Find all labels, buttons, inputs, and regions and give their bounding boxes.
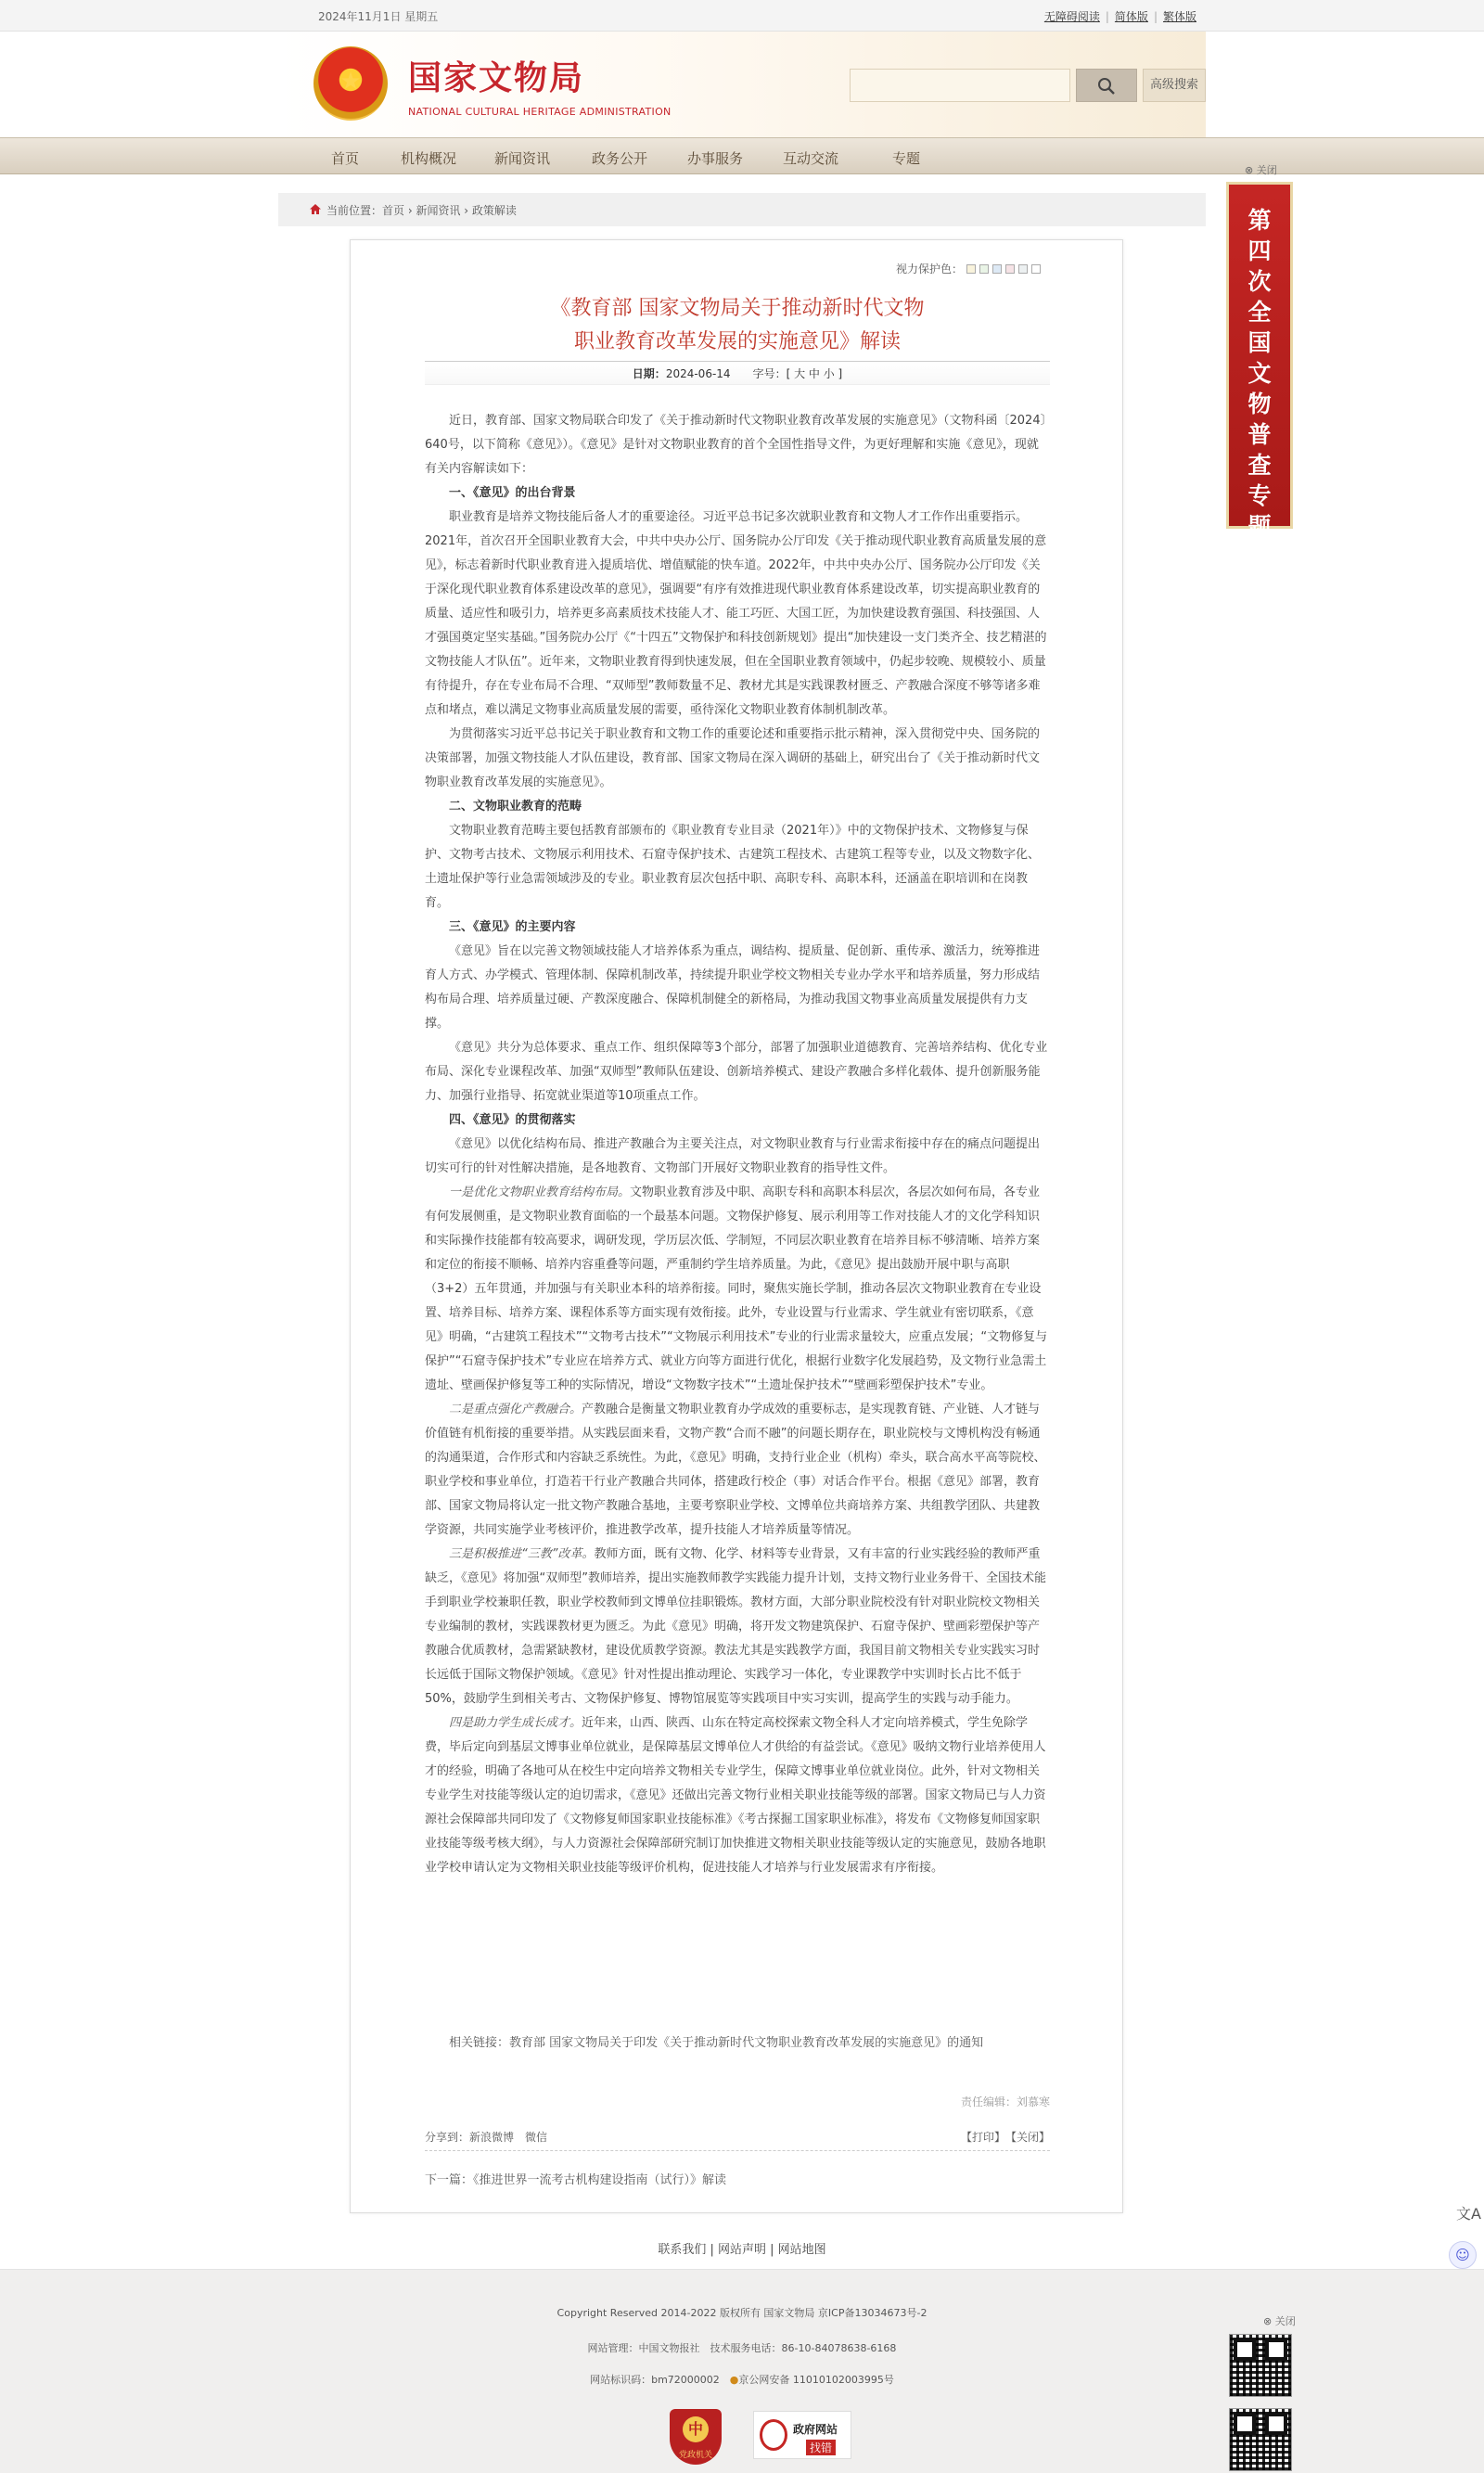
breadcrumb-label: 当前位置： (326, 204, 383, 217)
copyright: Copyright Reserved 2014-2022 版权所有 国家文物局 京ICP备13034673号-2 (556, 2307, 928, 2319)
qr-code-wechat[interactable] (1229, 2408, 1292, 2471)
contact-us-link[interactable]: 联系我们 (658, 2243, 707, 2257)
accessible-reading-link[interactable]: 无障碍阅读 (1043, 10, 1100, 23)
breadcrumb-policy[interactable]: 政策解读 (471, 204, 517, 217)
police-record-link[interactable]: 京公网安备 11010102003995号 (738, 2374, 894, 2386)
breadcrumb-home[interactable]: 首页 (382, 204, 405, 217)
next-article-link[interactable]: 《推进世界一流考古机构建设指南（试行）》解读 (473, 2173, 727, 2187)
eye-color-swatch[interactable] (992, 264, 1002, 274)
paragraph: 《意见》旨在以完善文物领域技能人才培养体系为重点，调结构、提质量、促创新、重传承、激活力，统筹推进育人方式、办学模式、管理体制、保障机制改革，持续提升职业学校文物相关专业办学水平和培养质量，努力形成结构布局合理、培养质量过硬、产教深度融合、保障机制健全的新格局，为推动我国文物事业高质量发展提供有力支撑。 (425, 944, 1041, 1031)
paragraph: 一是优化文物职业教育结构布局。文物职业教育涉及中职、高职专科和高职本科层次，各层次如何布局，各专业有何发展侧重，是文物职业教育面临的一个最基本问题。文物保护修复、展示利用等工作对技能人才的文化学科知识和实际操作技能都有较高要求，调研发现，学历层次低、学制短，不同层次职业教育在培养目标不够清晰、培养方案和定位的衔接不顺畅、培养内容重叠等问题，严重制约学生培养质量。为此，《意见》提出鼓励开展中职与高职（3+2）五年贯通，并加强与有关职业本科的培养衔接。同时，聚焦实施长学制，推动各层次文物职业教育在专业设置、培养目标、培养方案、课程体系等方面实现有效衔接。此外，专业设置与行业需求、学生就业有密切联系，《意见》明确，“古建筑工程技术”“文物考古技术”“文物展示利用技术”专业的行业需求量较大，应重点发展；“文物修复与保护”“石窟寺保护技术”专业应在培养方式、就业方向等方面进行优化，根据行业数字化发展趋势，及文物行业急需土遗址、壁画保护修复等工种的实际情况，增设“文物数字技术”“土遗址保护技术”“壁画彩塑保护技术”专业。 (425, 1185, 1048, 1392)
share-wechat[interactable]: 微信 (525, 2131, 548, 2144)
top-bar (0, 0, 1484, 32)
eye-color-swatch[interactable] (966, 264, 976, 274)
share-bar: 分享到：新浪微博 微信 【打印】 【关闭】 (425, 2123, 1050, 2151)
census-topic-banner[interactable] (1226, 182, 1293, 540)
paragraph: 《意见》以优化结构布局、推进产教融合为主要关注点，对文物职业教育与行业需求衔接中存在的痛点问题提出切实可行的针对性解决措施，是各地教育、文物部门开展好文物职业教育的指导性文件。 (425, 1137, 1041, 1175)
footer-links: 联系我们 | 网站声明 | 网站地图 (658, 2243, 826, 2257)
article-meta: 日期：2024-06-14 字号：[ 大 中 小 ] (425, 361, 1050, 385)
paragraph: 三是积极推进“三教”改革。教师方面，既有文物、化学、材料等专业背景，又有丰富的行业实践经验的教师严重缺乏，《意见》将加强“双师型”教师培养，提出实施教师教学实践能力提升计划，支持文物行业业务骨干、全国技术能手到职业学校兼职任教，职业学校教师到文博单位挂职锻炼。教材方面，大部分职业院校没有针对职业院校文物相关专业编制的教材，实践课教材更为匮乏。为此《意见》明确，将开发文物建筑保护、石窟寺保护、壁画彩塑保护等产教融合优质教材，急需紧缺教材，建设优质教学资源。教法尤其是实践教学方面，我国目前文物相关专业实践实习时长远低于国际文物保护领域。《意见》针对性提出推动理论、实践学习一体化，专业课教学中实训时长占比不低于50%，鼓励学生到相关考古、文物保护修复、博物馆展览等实践项目中实习实训，提高学生的实践与动手能力。 (425, 1547, 1046, 1706)
section-heading: 四、《意见》的贯彻落实 (449, 1113, 576, 1127)
paragraph: 文物职业教育范畴主要包括教育部颁布的《职业教育专业目录（2021年）》中的文物保护技术、文物修复与保护、文物考古技术、文物展示利用技术、石窟寺保护技术、古建筑工程技术、古建筑工程等专业，以及文物数字化、土遗址保护等行业急需领域涉及的专业。职业教育层次包括中职、高职专科、高职本科，还涵盖在职培训和在岗教育。 (425, 824, 1041, 910)
nav-interaction[interactable]: 互动交流 (783, 150, 839, 167)
national-emblem-logo[interactable]: ★ (313, 46, 388, 121)
related-link[interactable]: 相关链接：教育部 国家文物局关于印发《关于推动新时代文物职业教育改革发展的实施意见》的通知 (449, 2036, 984, 2050)
eye-color-swatch[interactable] (1031, 264, 1041, 274)
nav-topics[interactable]: 专题 (892, 150, 921, 167)
eye-color-swatch[interactable] (1005, 264, 1015, 274)
nav-about[interactable]: 机构概况 (401, 150, 457, 167)
magnifier-icon (760, 2419, 787, 2451)
site-name-english: NATIONAL CULTURAL HERITAGE ADMINISTRATION (408, 106, 672, 118)
paragraph: 《意见》共分为总体要求、重点工作、组织保障等3个部分，部署了加强职业道德教育、完善培养结构、优化专业布局、深化专业课程改革、加强“双师型”教师队伍建设、创新培养模式、建设产教融合多样化载体、提升创新服务能力、加强行业指导、拓宽就业渠道等10项重点工作。 (425, 1041, 1048, 1103)
breadcrumb: 当前位置：首页 › 新闻资讯 › 政策解读 (278, 193, 1206, 226)
site-name[interactable]: 国家文物局 (408, 58, 585, 97)
article-panel (350, 239, 1123, 2213)
advanced-search-button[interactable]: 高级搜索 (1143, 69, 1206, 102)
paragraph: 近日，教育部、国家文物局联合印发了《关于推动新时代文物职业教育改革发展的实施意见》（文物科函〔2024〕640号，以下简称《意见》）。《意见》是针对文物职业教育的首个全国性指导文件，为更好理解和实施《意见》，现就有关内容解读如下： (425, 414, 1047, 476)
traditional-chinese-link[interactable]: 繁体版 (1162, 10, 1196, 23)
paragraph: 为贯彻落实习近平总书记关于职业教育和文物工作的重要论述和重要指示批示精神，深入贯彻党中央、国务院的决策部署，加强文物技能人才队伍建设，教育部、国家文物局在深入调研的基础上，研究出台了《关于推动新时代文物职业教育改革发展的实施意见》。 (425, 727, 1041, 789)
print-button[interactable]: 【打印】 (960, 2131, 1000, 2144)
eye-color-swatch[interactable] (1018, 264, 1028, 274)
site-identifier: 网站标识码：bm72000002 ●京公网安备 11010102003995号 (590, 2374, 894, 2386)
paragraph: 四是助力学生成长成才。近年来，山西、陕西、山东在特定高校探索文物全科人才定向培养模式，学生免除学费，毕后定向到基层文博事业单位就业，是保障基层文博单位人才供给的有益尝试。《意见》吸纳文物行业培养使用人才的经验，明确了各地可从在校生中定向培养文物相关专业学生，保障文博事业单位就业岗位。此外，针对文物相关专业学生对技能等级认定的迫切需求，《意见》还做出完善文物行业相关职业技能等级的部署。国家文物局已与人力资源社会保障部共同印发了《文物修复师国家职业技能标准》《考古探掘工国家职业标准》，将发布《文物修复师国家职业技能等级考核大纲》，与人力资源社会保障部研究制订加快推进文物相关职业技能等级认定的实施意见，鼓励各地职业学校申请认定为文物相关职业技能等级评价机构，促进技能人才培养与行业发展需求有序衔接。 (425, 1716, 1046, 1875)
section-heading: 一、《意见》的出台背景 (449, 486, 576, 500)
site-header (278, 32, 1206, 137)
nav-gov-affairs[interactable]: 政务公开 (592, 150, 648, 167)
float-banner-close[interactable]: ⊗ 关闭 (1245, 164, 1277, 176)
assistant-icon[interactable]: ☺ (1449, 2241, 1477, 2269)
police-icon: ● (729, 2374, 739, 2386)
nav-services[interactable]: 办事服务 (687, 150, 744, 167)
home-icon (309, 203, 322, 215)
search-icon (1097, 77, 1116, 96)
next-article: 下一篇：《推进世界一流考古机构建设指南（试行）》解读 (425, 2173, 727, 2187)
qr-close[interactable]: ⊗ 关闭 (1263, 2315, 1296, 2327)
eye-protection-colors: 视力保护色： (896, 261, 1041, 276)
breadcrumb-news[interactable]: 新闻资讯 (416, 204, 461, 217)
gov-site-error-report-badge[interactable]: 政府网站 找错 (753, 2411, 851, 2459)
badge-emblem-icon: 中 (683, 2416, 709, 2442)
share-weibo[interactable]: 新浪微博 (469, 2131, 515, 2144)
article-body (425, 409, 1050, 1880)
party-government-badge[interactable]: 中 党政机关 (670, 2409, 722, 2465)
close-button[interactable]: 【关闭】 (1010, 2131, 1050, 2144)
paragraph: 二是重点强化产教融合。产教融合是衡量文物职业教育办学成效的重要标志，是实现教育链、产业链、人才链与价值链有机衔接的重要举措。从实践层面来看，文物产教“合而不融”的问题长期存在，职业院校与文博机构没有畅通的沟通渠道，合作形式和内容缺乏系统性。为此，《意见》明确，支持行业企业（机构）牵头，联合高水平高等院校、职业学校和事业单位，打造若干行业产教融合共同体，搭建政行校企（事）对话合作平台。根据《意见》部署，教育部、国家文物局将认定一批文物产教融合基地，主要考察职业学校、文博单位共商培养方案、共组教学团队、共建教学资源，共同实施学业考核评价，推进教学改革，提升技能人才培养质量等情况。 (425, 1403, 1046, 1537)
font-size-switcher[interactable]: 字号：[ 大 中 小 ] (752, 367, 843, 380)
site-management: 网站管理：中国文物报社 技术服务电话：86-10-84078638-6168 (587, 2342, 897, 2354)
banner-text: 第四次全国文物普查专题 (1247, 207, 1272, 540)
section-heading: 二、文物职业教育的范畴 (449, 800, 582, 814)
translate-icon[interactable]: 文A (1456, 2205, 1481, 2223)
simplified-chinese-link[interactable]: 简体版 (1114, 10, 1148, 23)
paragraph: 职业教育是培养文物技能后备人才的重要途径。习近平总书记多次就职业教育和文物人才工作作出重要指示。2021年，首次召开全国职业教育大会，中共中央办公厅、国务院办公厅印发《关于推动现代职业教育高质量发展的意见》，标志着新时代职业教育进入提质培优、增值赋能的快车道。2022年，中共中央办公厅、国务院办公厅印发《关于深化现代职业教育体系建设改革的意见》，强调要“有序有效推进现代职业教育体系建设改革，切实提高职业教育的质量、适应性和吸引力，培养更多高素质技术技能人才、能工巧匠、大国工匠，为加快建设教育强国、科技强国、人才强国奠定坚实基础。”国务院办公厅《“十四五”文物保护和科技创新规划》提出“加快建设一支门类齐全、技艺精湛的文物技能人才队伍”。近年来，文物职业教育得到快速发展，但在全国职业教育领域中，仍起步较晚、规模较小、质量有待提升，存在专业布局不合理、“双师型”教师数量不足、教材尤其是实践课教材匮乏、产教融合深度不够等诸多难点和堵点，难以满足文物事业高质量发展的需要，亟待深化文物职业教育体制机制改革。 (425, 510, 1047, 717)
article-title: 《教育部 国家文物局关于推动新时代文物 职业教育改革发展的实施意见》解读 (550, 297, 925, 353)
section-heading: 三、《意见》的主要内容 (449, 920, 576, 934)
nav-home[interactable]: 首页 (331, 150, 360, 167)
top-links: 无障碍阅读 | 简体版 | 繁体版 (1043, 10, 1196, 23)
responsible-editor: 责任编辑：刘慕寒 (960, 2095, 1050, 2108)
qr-code-weibo[interactable] (1229, 2334, 1292, 2397)
current-date: 2024年11月1日 星期五 (318, 10, 439, 23)
search-input[interactable] (850, 69, 1070, 102)
article-date: 2024-06-14 (665, 367, 731, 380)
nav-news[interactable]: 新闻资讯 (494, 150, 551, 167)
site-map-link[interactable]: 网站地图 (777, 2243, 826, 2257)
search-button[interactable] (1076, 69, 1137, 102)
eye-color-swatch[interactable] (979, 264, 989, 274)
site-statement-link[interactable]: 网站声明 (717, 2243, 766, 2257)
